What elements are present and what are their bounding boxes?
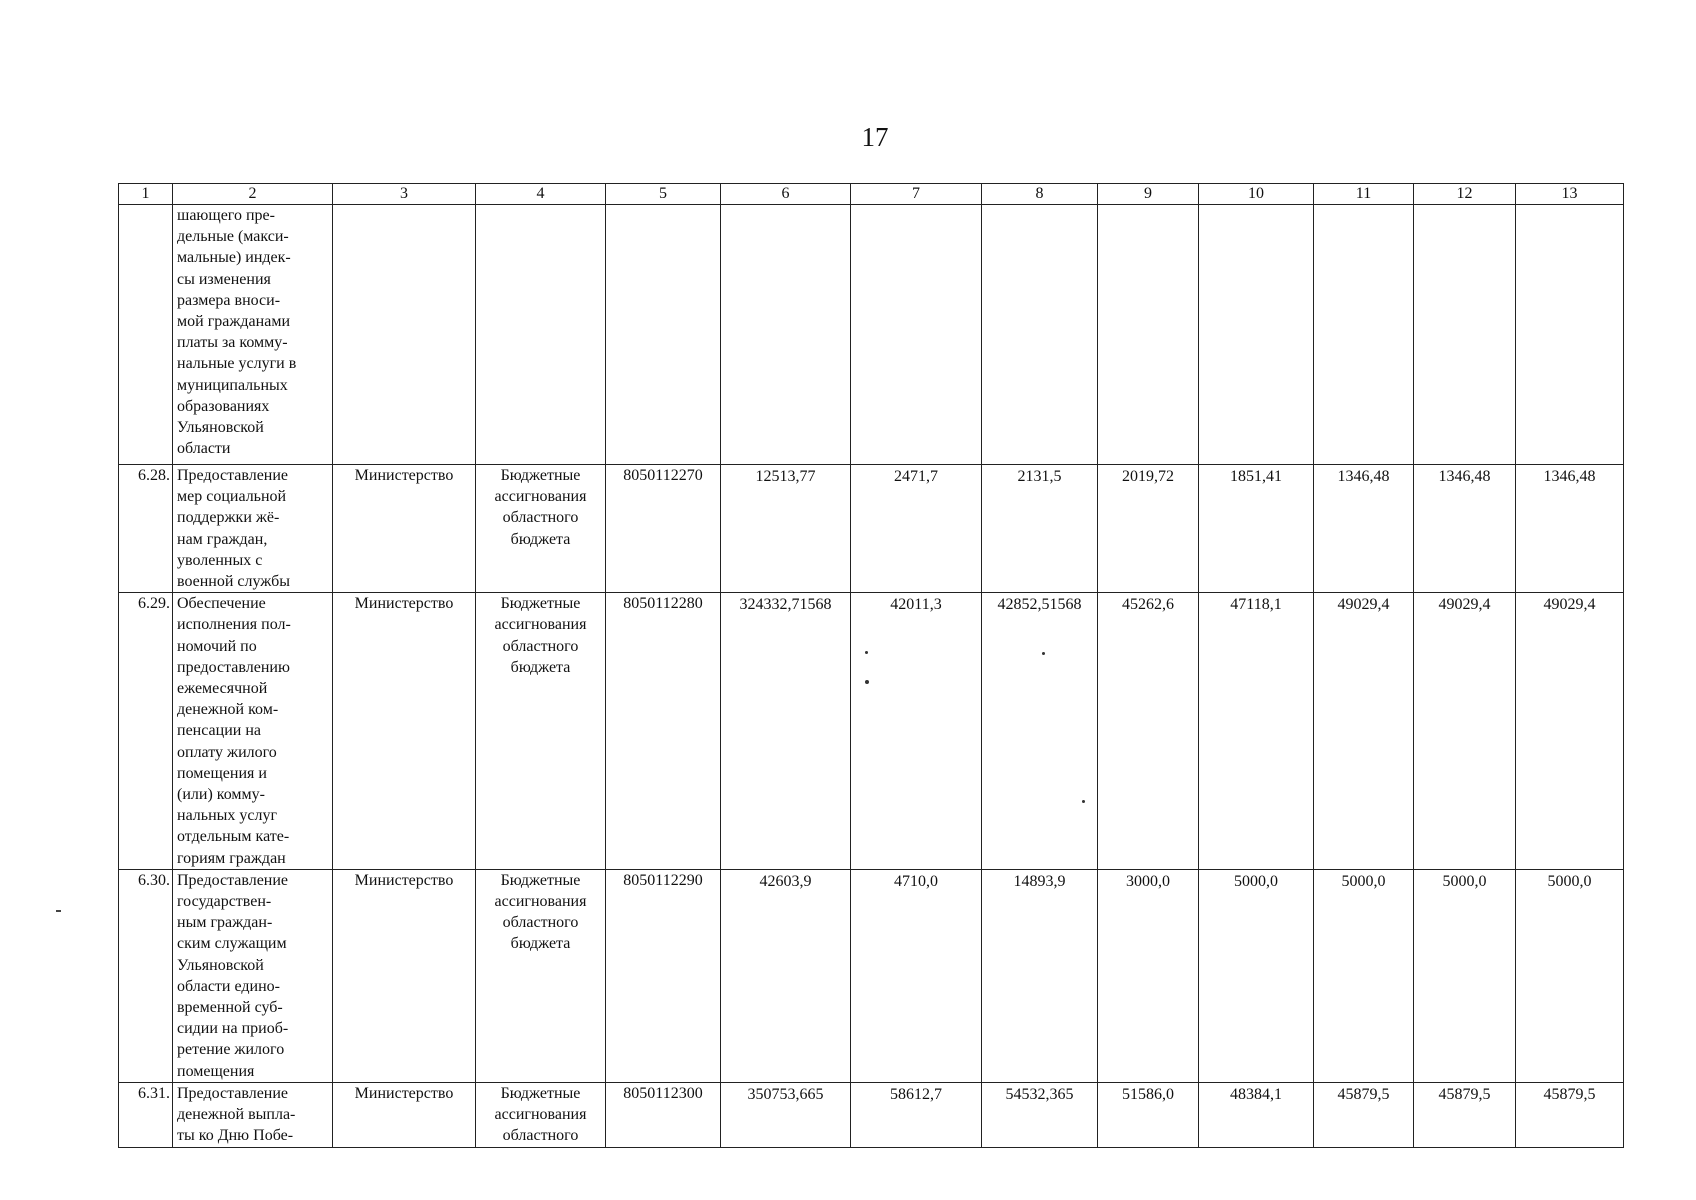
amount-cell: 5000,0: [1314, 869, 1414, 1082]
amount-cell: 350753,665: [721, 1082, 851, 1147]
measure-name-line: гориям граждан: [177, 849, 286, 867]
amount-cell: 49029,4: [1314, 593, 1414, 870]
scan-speck: [1042, 652, 1045, 655]
measure-name-line: уволенных с: [177, 551, 263, 569]
executor: Министерство: [333, 1082, 476, 1147]
amount-cell: 5000,0: [1414, 869, 1516, 1082]
measure-name-line: оплату жилого: [177, 743, 277, 761]
measure-name-line: области едино-: [177, 977, 280, 995]
scan-speck: [865, 651, 868, 654]
amount-cell: 1346,48: [1516, 465, 1624, 593]
measure-name-line: государствен-: [177, 893, 272, 911]
measure-name-line: нальных услуг: [177, 807, 278, 825]
measure-name-line: временной суб-: [177, 999, 283, 1017]
amount-cell: 2471,7: [851, 465, 982, 593]
amount-cell: [1098, 205, 1199, 465]
amount-cell: 48384,1: [1199, 1082, 1314, 1147]
table-body: [119, 184, 1624, 1148]
budget-code: 8050112300: [606, 1082, 721, 1147]
measure-name: [173, 593, 333, 870]
measure-name-line: номочий по: [177, 637, 257, 655]
measure-name-line: сы изменения: [177, 270, 271, 288]
column-number-header: 8: [982, 184, 1098, 205]
funding-source-line: областного: [502, 1127, 579, 1145]
funding-source: [476, 593, 606, 870]
measure-name-line: мой гражданами: [177, 313, 290, 331]
amount-cell: 47118,1: [1199, 593, 1314, 870]
table-row: [119, 465, 1624, 593]
amount-cell: 14893,9: [982, 869, 1098, 1082]
measure-name-line: денежной выпла-: [177, 1106, 296, 1124]
column-number-header: 5: [606, 184, 721, 205]
column-number-header: 11: [1314, 184, 1414, 205]
amount-cell: 324332,71568: [721, 593, 851, 870]
amount-cell: 42852,51568: [982, 593, 1098, 870]
measure-name-line: нам граждан,: [177, 530, 268, 548]
measure-name-line: ты ко Дню Побе-: [177, 1127, 294, 1145]
amount-cell: 54532,365: [982, 1082, 1098, 1147]
amount-cell: 42603,9: [721, 869, 851, 1082]
funding-source-line: ассигнования: [494, 1106, 587, 1124]
amount-cell: 2131,5: [982, 465, 1098, 593]
table-row: [119, 205, 1624, 465]
measure-name-line: Ульяновской: [177, 419, 264, 437]
budget-code: 8050112290: [606, 869, 721, 1082]
column-number-header: 1: [119, 184, 173, 205]
measure-name-line: предоставлению: [177, 658, 290, 676]
amount-cell: 3000,0: [1098, 869, 1199, 1082]
funding-source: [476, 1082, 606, 1147]
amount-cell: 49029,4: [1516, 593, 1624, 870]
column-number-header: 12: [1414, 184, 1516, 205]
measure-name-line: ным граждан-: [177, 914, 273, 932]
table-row: [119, 593, 1624, 870]
amount-cell: 4710,0: [851, 869, 982, 1082]
amount-cell: 45262,6: [1098, 593, 1199, 870]
amount-cell: 1851,41: [1199, 465, 1314, 593]
row-number: 6.29.: [119, 593, 173, 870]
measure-name-line: Предоставление: [177, 467, 289, 484]
column-number-header: 13: [1516, 184, 1624, 205]
amount-cell: 5000,0: [1516, 869, 1624, 1082]
measure-name-line: помещения и: [177, 764, 267, 782]
budget-code: [606, 205, 721, 465]
measure-name-line: дельные (макси-: [177, 228, 289, 246]
executor: Министерство: [333, 593, 476, 870]
budget-code: 8050112270: [606, 465, 721, 593]
funding-source-line: областного: [502, 914, 579, 932]
funding-source-line: Бюджетные: [500, 595, 581, 613]
funding-source-line: бюджета: [510, 530, 571, 548]
funding-source-line: бюджета: [510, 935, 571, 953]
measure-name-line: образованиях: [177, 397, 270, 415]
measure-name: [173, 1082, 333, 1147]
amount-cell: 12513,77: [721, 465, 851, 593]
amount-cell: 45879,5: [1414, 1082, 1516, 1147]
budget-code: 8050112280: [606, 593, 721, 870]
funding-source: [476, 205, 606, 465]
funding-source-line: областного: [502, 509, 579, 527]
amount-cell: 51586,0: [1098, 1082, 1199, 1147]
measure-name: [173, 465, 333, 593]
amount-cell: 45879,5: [1516, 1082, 1624, 1147]
measure-name-line: Ульяновской: [177, 956, 264, 974]
measure-name-line: поддержки жё-: [177, 509, 280, 527]
executor: Министерство: [333, 465, 476, 593]
measure-name-line: исполнения пол-: [177, 616, 291, 634]
row-number: 6.31.: [119, 1082, 173, 1147]
margin-mark: [56, 910, 61, 912]
budget-table: [118, 183, 1624, 1148]
amount-cell: [1516, 205, 1624, 465]
amount-cell: 58612,7: [851, 1082, 982, 1147]
measure-name-line: помещения: [177, 1062, 255, 1080]
table-row: [119, 869, 1624, 1082]
measure-name-line: муниципальных: [177, 376, 288, 394]
measure-name-line: шающего пре-: [177, 207, 275, 224]
funding-source-line: Бюджетные: [500, 871, 581, 889]
amount-cell: 5000,0: [1199, 869, 1314, 1082]
column-number-row: [119, 184, 1624, 205]
measure-name-line: сидии на приоб-: [177, 1020, 289, 1038]
measure-name-line: военной службы: [177, 573, 291, 591]
amount-cell: 1346,48: [1414, 465, 1516, 593]
measure-name-line: ским служащим: [177, 935, 287, 953]
amount-cell: 49029,4: [1414, 593, 1516, 870]
column-number-header: 7: [851, 184, 982, 205]
amount-cell: 45879,5: [1314, 1082, 1414, 1147]
funding-source-line: ассигнования: [494, 488, 587, 506]
amount-cell: 42011,3: [851, 593, 982, 870]
funding-source-line: Бюджетные: [500, 1084, 581, 1102]
row-number: [119, 205, 173, 465]
column-number-header: 4: [476, 184, 606, 205]
table-row: [119, 1082, 1624, 1147]
measure-name-line: ретение жилого: [177, 1041, 285, 1059]
funding-source: [476, 465, 606, 593]
measure-name-line: Предоставление: [177, 871, 289, 889]
measure-name-line: размера вноси-: [177, 291, 281, 309]
column-number-header: 2: [173, 184, 333, 205]
amount-cell: 1346,48: [1314, 465, 1414, 593]
measure-name-line: Обеспечение: [177, 595, 266, 613]
amount-cell: [982, 205, 1098, 465]
amount-cell: [851, 205, 982, 465]
measure-name-line: ежемесячной: [177, 680, 268, 698]
funding-source-line: ассигнования: [494, 893, 587, 911]
column-number-header: 6: [721, 184, 851, 205]
amount-cell: [721, 205, 851, 465]
funding-source-line: бюджета: [510, 658, 571, 676]
measure-name: [173, 869, 333, 1082]
measure-name: [173, 205, 333, 465]
measure-name-line: области: [177, 440, 231, 458]
column-number-header: 9: [1098, 184, 1199, 205]
measure-name-line: Предоставление: [177, 1084, 289, 1102]
funding-source-line: ассигнования: [494, 616, 587, 634]
funding-source: [476, 869, 606, 1082]
measure-name-line: нальные услуги в: [177, 355, 297, 373]
measure-name-line: мер социальной: [177, 488, 287, 506]
executor: [333, 205, 476, 465]
scan-speck: [865, 680, 869, 684]
amount-cell: [1199, 205, 1314, 465]
column-number-header: 10: [1199, 184, 1314, 205]
page-number: 17: [861, 122, 889, 152]
measure-name-line: (или) комму-: [177, 786, 265, 804]
amount-cell: 2019,72: [1098, 465, 1199, 593]
measure-name-line: мальные) индек-: [177, 249, 291, 267]
row-number: 6.30.: [119, 869, 173, 1082]
amount-cell: [1314, 205, 1414, 465]
funding-source-line: Бюджетные: [500, 467, 581, 484]
scan-speck: [1082, 800, 1085, 803]
measure-name-line: отдельным кате-: [177, 828, 290, 846]
column-number-header: 3: [333, 184, 476, 205]
measure-name-line: платы за комму-: [177, 334, 288, 352]
row-number: 6.28.: [119, 465, 173, 593]
funding-source-line: областного: [502, 637, 579, 655]
measure-name-line: пенсации на: [177, 722, 261, 740]
measure-name-line: денежной ком-: [177, 701, 279, 719]
executor: Министерство: [333, 869, 476, 1082]
amount-cell: [1414, 205, 1516, 465]
